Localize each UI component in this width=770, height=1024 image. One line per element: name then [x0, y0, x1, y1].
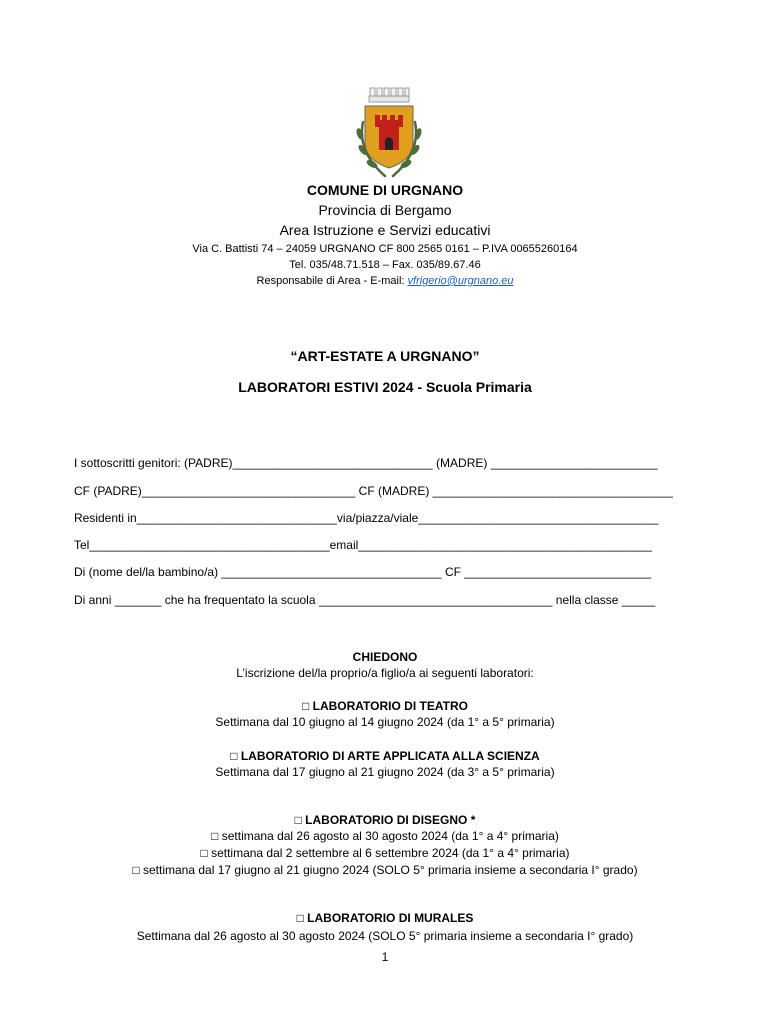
lab-arte-checkbox[interactable]: □ LABORATORIO DI ARTE APPLICATA ALLA SCIENZA [230, 749, 540, 763]
contact-label: Responsabile di Area - E-mail: [256, 275, 408, 287]
lab-teatro-checkbox[interactable]: □ LABORATORIO DI TEATRO [302, 699, 468, 713]
lab-teatro-dates: Settimana dal 10 giugno al 14 giugno 2024 (da 1° a 5° primaria) [215, 715, 555, 729]
address-line: Via C. Battisti 74 – 24059 URGNANO CF 800 2565 0161 – P.IVA 00655260164 [192, 243, 578, 255]
province-line: Provincia di Bergamo [318, 202, 452, 218]
form-row-parents[interactable]: I sottoscritti genitori: (PADRE)______________________________ (MADRE) _________________________ [74, 456, 658, 470]
lab-disegno-option-3[interactable]: □ settimana dal 17 giugno al 21 giugno 2024 (SOLO 5° primaria insieme a secondaria I° grado) [132, 863, 638, 877]
municipal-crest-icon [355, 82, 435, 182]
page-number: 1 [381, 950, 389, 964]
lab-arte-dates: Settimana dal 17 giugno al 21 giugno 2024 (da 3° a 5° primaria) [215, 765, 555, 779]
document-title: “ART-ESTATE A URGNANO” [290, 348, 480, 364]
form-row-age-school[interactable]: Di anni _______ che ha frequentato la scuola ___________________________________ nella classe _____ [74, 593, 656, 607]
lab-murales-dates: Settimana dal 26 agosto al 30 agosto 2024 (SOLO 5° primaria insieme a secondaria I° grado) [136, 929, 634, 943]
lab-disegno-checkbox[interactable]: □ LABORATORIO DI DISEGNO * [294, 813, 476, 827]
lab-disegno-option-2[interactable]: □ settimana dal 2 settembre al 6 settembre 2024 (da 1° a 4° primaria) [200, 846, 570, 860]
form-row-fiscal-codes[interactable]: CF (PADRE)________________________________ CF (MADRE) ____________________________________ [74, 484, 673, 498]
lab-disegno-option-1[interactable]: □ settimana dal 26 agosto al 30 agosto 2024 (da 1° a 4° primaria) [211, 829, 559, 843]
form-row-contacts[interactable]: Tel____________________________________email____________________________________________ [74, 538, 652, 552]
request-heading: CHIEDONO [352, 650, 418, 664]
lab-murales-checkbox[interactable]: □ LABORATORIO DI MURALES [296, 911, 474, 925]
document-subtitle: LABORATORI ESTIVI 2024 - Scuola Primaria [238, 379, 532, 395]
form-row-child[interactable]: Di (nome del/la bambino/a) _________________________________ CF ____________________________ [74, 565, 652, 579]
request-text: L’iscrizione del/la proprio/a figlio/a ai seguenti laboratori: [236, 666, 534, 680]
email-link[interactable]: vfrigerio@urgnano.eu [407, 275, 514, 287]
phone-line: Tel. 035/48.71.518 – Fax. 035/89.67.46 [289, 259, 481, 271]
department-line: Area Istruzione e Servizi educativi [279, 222, 491, 238]
organization-name: COMUNE DI URGNANO [306, 182, 464, 198]
form-row-residence[interactable]: Residenti in______________________________via/piazza/viale____________________________________ [74, 511, 659, 525]
contact-line [0, 275, 770, 287]
